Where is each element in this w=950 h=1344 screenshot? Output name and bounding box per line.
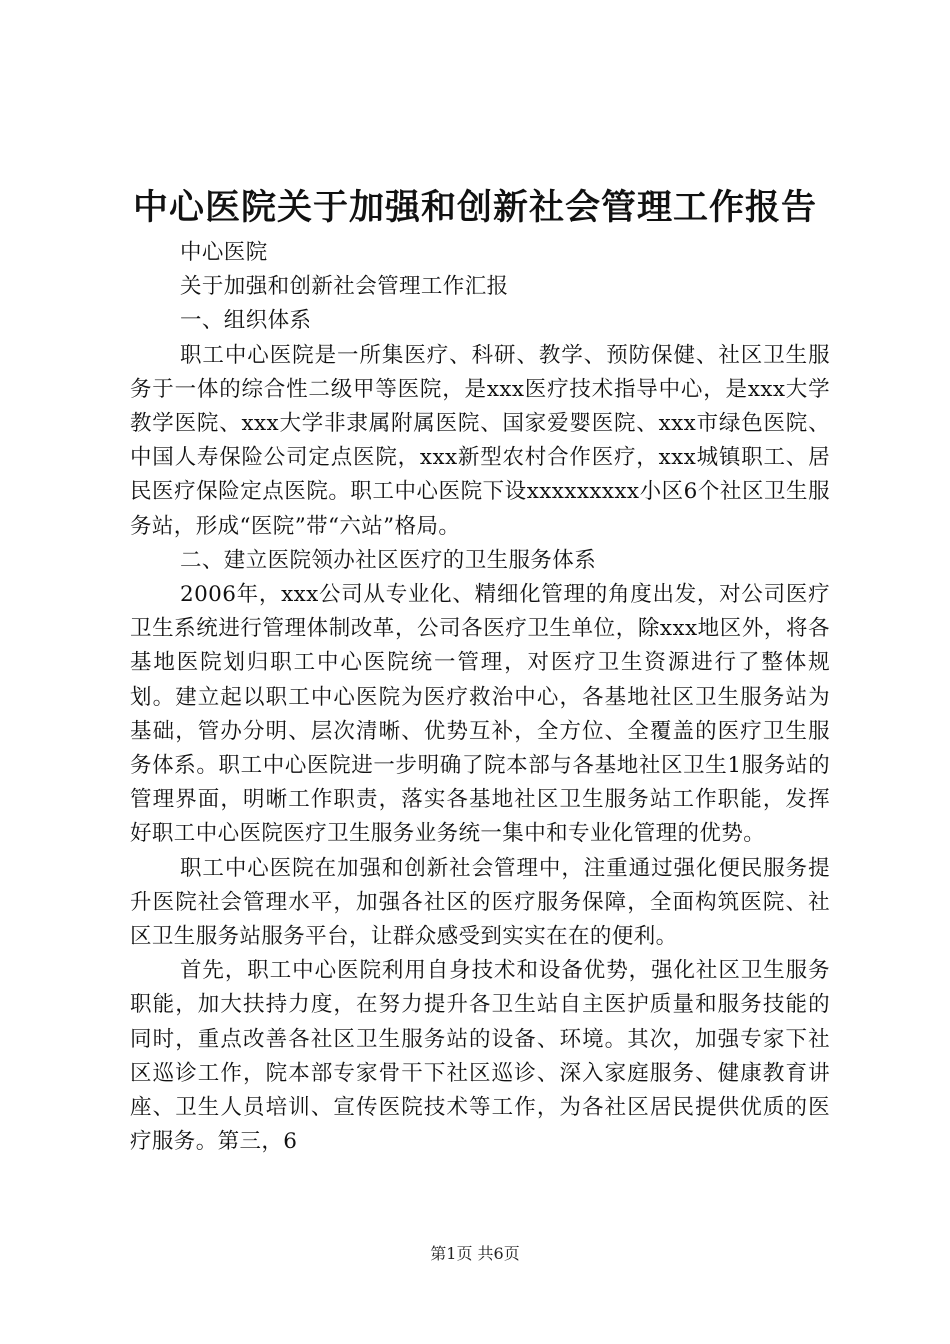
document-body	[130, 236, 830, 1159]
page-footer: 第1页 共6页	[430, 1244, 520, 1263]
paragraph-subtitle: 关于加强和创新社会管理工作汇报	[180, 274, 509, 300]
paragraph-body: 职工中心医院是一所集医疗、科研、教学、预防保健、社区卫生服务于一体的综合性二级甲等医院，是xxx医疗技术指导中心，是xxx大学教学医院、xxx大学非隶属附属医院、国家爱婴医院、xxx市绿色医院、中国人寿保险公司定点医院，xxx新型农村合作医疗，xxx城镇职工、居民医疗保险定点医院。职工中心医院下设xxxxxxxxx小区6个社区卫生服务站，形成“医院”带“六站”格局。	[130, 342, 830, 539]
document-title: 中心医院关于加强和创新社会管理工作报告	[132, 187, 817, 228]
paragraph-org-name: 中心医院	[180, 240, 268, 265]
section-heading-2: 二、建立医院领办社区医疗的卫生服务体系	[180, 547, 597, 573]
paragraph-body: 2006年，xxx公司从专业化、精细化管理的角度出发，对公司医疗卫生系统进行管理体制改革，公司各医疗卫生单位，除xxx地区外，将各基地医院划归职工中心医院统一管理，对医疗卫生资源进行了整体规划。建立起以职工中心医院为医疗救治中心，各基地社区卫生服务站为基础，管办分明、层次清晰、优势互补，全方位、全覆盖的医疗卫生服务体系。职工中心医院进一步明确了院本部与各基地社区卫生1服务站的管理界面，明晰工作职责，落实各基地社区卫生服务站工作职能，发挥好职工中心医院医疗卫生服务业务统一集中和专业化管理的优势。	[130, 582, 830, 847]
paragraph-body: 首先，职工中心医院利用自身技术和设备优势，强化社区卫生服务职能，加大扶持力度，在努力提升各卫生站自主医护质量和服务技能的同时，重点改善各社区卫生服务站的设备、环境。其次，加强专家下社区巡诊工作，院本部专家骨干下社区巡诊、深入家庭服务、健康教育讲座、卫生人员培训、宣传医院技术等工作，为各社区居民提供优质的医疗服务。第三，6	[130, 958, 830, 1155]
section-heading-1: 一、组织体系	[180, 308, 312, 334]
paragraph-body: 职工中心医院在加强和创新社会管理中，注重通过强化便民服务提升医院社会管理水平，加强各社区的医疗服务保障，全面构筑医院、社区卫生服务站服务平台，让群众感受到实实在在的便利。	[130, 855, 830, 950]
